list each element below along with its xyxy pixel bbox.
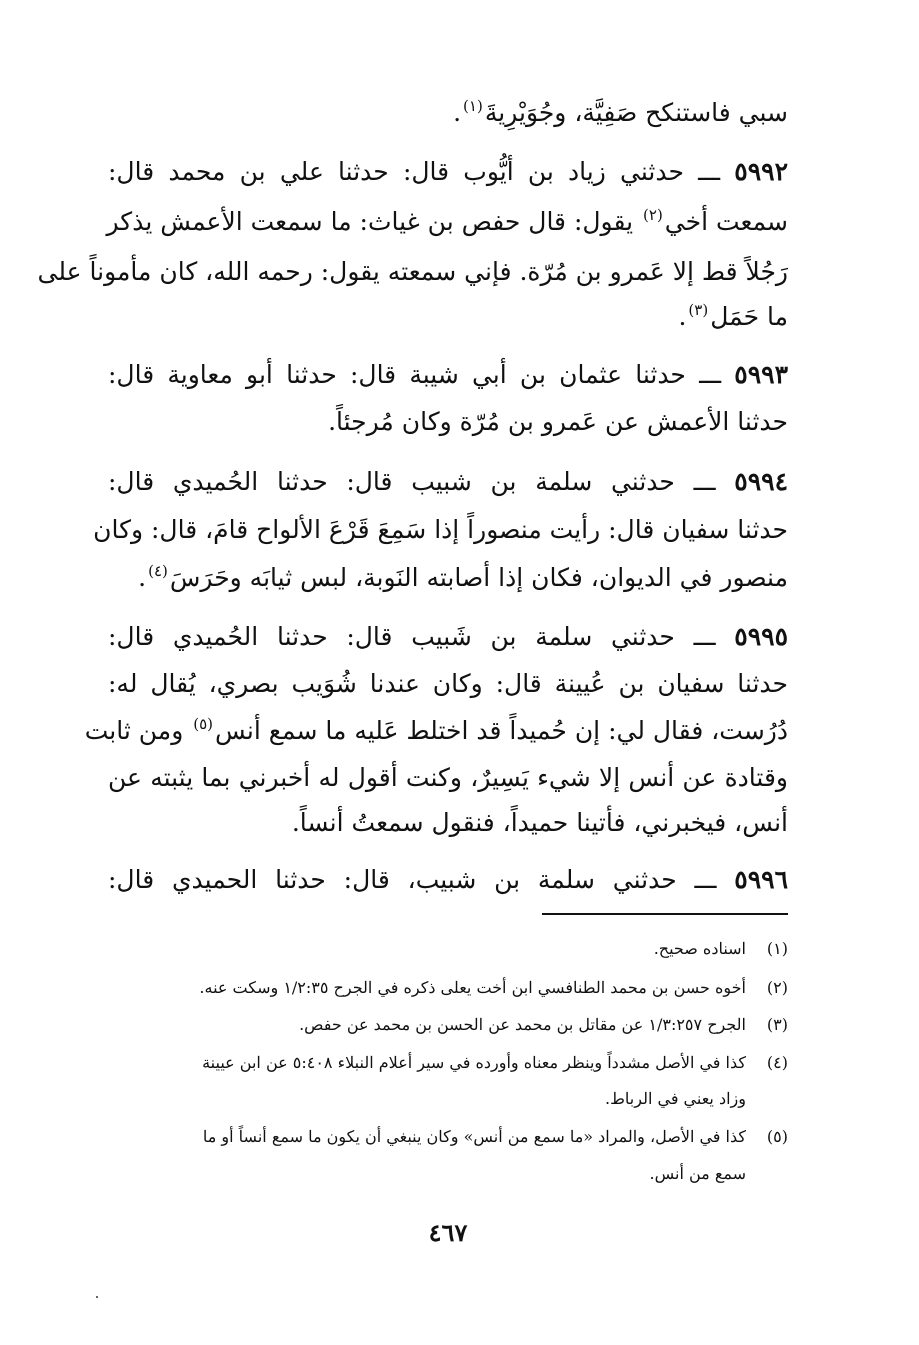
hadith-text: ـــ حدثني سلمة بن شَبيب قال: حدثنا الحُميدي قال: <box>108 622 716 651</box>
hadith-number: ٥٩٩٢ <box>734 157 789 186</box>
hadith-5994-line-1 <box>108 467 788 497</box>
hadith-text: يقول: قال حفص بن غياث: ما سمعت الأعمش يذكر <box>106 207 634 236</box>
continuation-line <box>108 98 788 131</box>
hadith-5993-line-2 <box>108 407 788 437</box>
scan-speck <box>96 1296 98 1298</box>
hadith-5992-line-4 <box>108 302 788 335</box>
footnote-ref: (٣) <box>688 301 709 319</box>
hadith-number: ٥٩٩٣ <box>734 360 788 389</box>
punctuation: . <box>138 563 147 592</box>
hadith-text: دُرُست، فقال لي: إن حُميداً قد اختلط عَليه ما سمع أنس <box>215 716 788 745</box>
hadith-5995-line-1 <box>108 622 788 652</box>
footnote-text: وزاد يعني في الرباط. <box>605 1089 746 1108</box>
footnote-ref: (٤) <box>148 562 168 580</box>
footnote-ref: (٥) <box>193 715 214 733</box>
hadith-number: ٥٩٩٤ <box>734 467 789 496</box>
hadith-5994-line-2 <box>93 515 788 545</box>
hadith-5993-line-1 <box>108 360 788 390</box>
footnote-text: سمع من أنس. <box>649 1164 746 1183</box>
footnote-text: الجرح ١/٣:٢٥٧ عن مقاتل بن محمد عن الحسن بن محمد عن حفص. <box>299 1015 746 1034</box>
footnote-3 <box>108 1014 788 1036</box>
punctuation: . <box>678 302 687 331</box>
hadith-text: حدثنا الأعمش عن عَمرو بن مُرّة وكان مُرجئاً. <box>328 407 788 436</box>
footnote-ref: (٢) <box>643 206 663 224</box>
footnote-mark: (٣) <box>766 1015 788 1034</box>
hadith-text: ـــ حدثني زياد بن أيُّوب قال: حدثنا علي بن محمد قال: <box>108 157 721 186</box>
footnote-text: كذا في الأصل، والمراد «ما سمع من أنس» وكان ينبغي أن يكون ما سمع أنساً أو ما <box>202 1127 746 1146</box>
footnote-4 <box>108 1052 788 1074</box>
page-number: ٤٦٧ <box>428 1218 468 1247</box>
hadith-text: ما حَمَل <box>710 302 788 331</box>
hadith-text: حدثنا سفيان قال: رأيت منصوراً إذا سَمِعَ قَرْعَ الألواح قامَ، قال: وكان <box>93 515 788 544</box>
hadith-text: ـــ حدثني سلمة بن شبيب، قال: حدثنا الحميدي قال: <box>108 865 717 894</box>
hadith-5995-line-4 <box>108 763 788 793</box>
footnote-ref: (١) <box>463 97 483 115</box>
hadith-text: ـــ حدثني سلمة بن شبيب قال: حدثنا الحُميدي قال: <box>108 467 716 496</box>
hadith-5995-line-2 <box>108 669 788 699</box>
footnote-5-continuation <box>108 1163 746 1185</box>
footnote-divider <box>542 913 788 915</box>
hadith-5994-line-3 <box>108 563 788 596</box>
hadith-text: منصور في الديوان، فكان إذا أصابته النَوبة، لبس ثيابَه وحَرَسَ <box>169 563 788 592</box>
hadith-5992-line-3 <box>37 257 788 287</box>
hadith-text: حدثنا سفيان بن عُيينة قال: وكان عندنا شُوَيب بصري، يُقال له: <box>108 669 788 698</box>
hadith-text: وقتادة عن أنس إلا شيء يَسِيرٌ، وكنت أقول له أخبرني بما يثبته عن <box>108 763 788 792</box>
footnote-mark: (٤) <box>766 1053 788 1072</box>
footnote-5 <box>108 1126 788 1148</box>
hadith-5992-line-2 <box>108 207 788 240</box>
footnote-4-continuation <box>108 1088 746 1110</box>
hadith-text: سمعت أخي <box>664 207 788 236</box>
footnote-text: اسناده صحيح. <box>653 939 746 958</box>
hadith-5996-line-1 <box>108 865 788 895</box>
punctuation: . <box>453 98 462 127</box>
hadith-text: ـــ حدثنا عثمان بن أبي شيبة قال: حدثنا أبو معاوية قال: <box>108 360 722 389</box>
hadith-text: رَجُلاً قط إلا عَمرو بن مُرّة. فإني سمعته يقول: رحمه الله، كان مأموناً على <box>37 257 788 286</box>
hadith-5995-line-3 <box>84 715 788 749</box>
hadith-text: أنس، فيخبرني، فأتينا حميداً، فنقول سمعتُ أنساً. <box>291 808 788 837</box>
hadith-text: ومن ثابت <box>84 716 184 745</box>
footnote-1 <box>108 938 788 960</box>
footnote-mark: (٥) <box>766 1127 788 1146</box>
footnote-2 <box>108 977 788 999</box>
hadith-number: ٥٩٩٦ <box>734 865 788 894</box>
hadith-5992-line-1 <box>108 157 788 187</box>
footnote-text: كذا في الأصل مشدداً وينظر معناه وأورده في سير أعلام النبلاء ٥:٤٠٨ عن ابن عيينة <box>202 1053 746 1072</box>
footnote-mark: (٢) <box>766 978 788 997</box>
footnote-mark: (١) <box>766 939 788 958</box>
book-page <box>37 0 789 1345</box>
hadith-number: ٥٩٩٥ <box>734 622 789 651</box>
continuation-text: سبي فاستنكح صَفِيَّة، وجُوَيْرِيةَ <box>484 98 788 127</box>
footnote-text: أخوه حسن بن محمد الطنافسي ابن أخت يعلى ذكره في الجرح ١/٢:٣٥ وسكت عنه. <box>199 978 746 997</box>
hadith-5995-line-5 <box>108 808 788 838</box>
